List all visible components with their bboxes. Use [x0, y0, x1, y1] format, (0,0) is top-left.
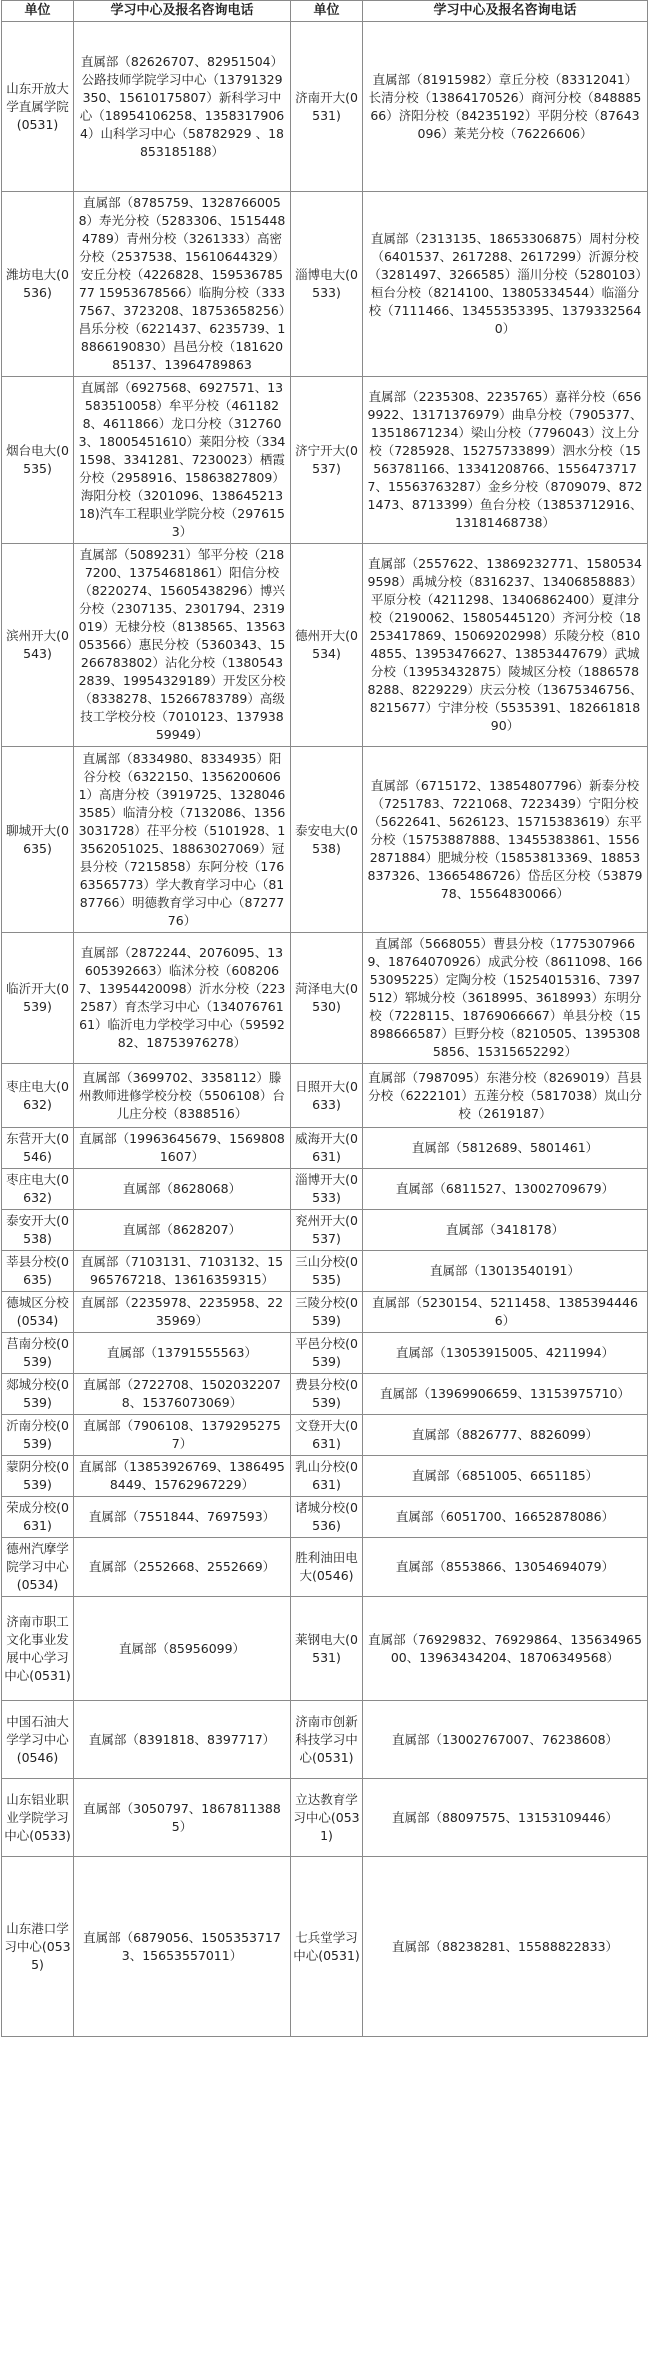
info-cell: 直属部（8553866、13054694079）: [363, 1538, 648, 1597]
unit-cell: 中国石油大学学习中心(0546): [2, 1701, 74, 1779]
table-row: [2, 1497, 648, 1538]
learning-center-table: [1, 0, 648, 2037]
unit-cell: 三山分校(0535): [291, 1251, 363, 1292]
info-cell: 直属部（3699702、3358112）滕州教师进修学校分校（5506108）台儿庄分校（8388516）: [74, 1064, 291, 1128]
info-cell: 直属部（5668055）曹县分校（17753079669、18764070926）成武分校（8611098、16653095225）定陶分校（15254015316、7397512）郓城分校（3618995、3618993）东明分校（7228115、18769066667）单县分校（15898666587）巨野分校（8210505、13953085856、15315652292）: [363, 933, 648, 1064]
unit-cell: 山东开放大学直属学院(0531): [2, 22, 74, 192]
unit-cell: 德州开大(0534): [291, 544, 363, 747]
info-cell: 直属部（7906108、13792952757）: [74, 1415, 291, 1456]
info-cell: 直属部（5230154、5211458、13853944466）: [363, 1292, 648, 1333]
info-cell: 直属部（3418178）: [363, 1210, 648, 1251]
info-cell: 直属部（81915982）章丘分校（83312041）长清分校（13864170526）商河分校（84888566）济阳分校（84235192）平阴分校（87643096）莱芜分校（76226606）: [363, 22, 648, 192]
unit-cell: 山东港口学习中心(0535): [2, 1857, 74, 2037]
table-row: [2, 192, 648, 377]
header-info-1: 学习中心及报名咨询电话: [74, 1, 291, 22]
info-cell: 直属部（6851005、6651185）: [363, 1456, 648, 1497]
unit-cell: 费县分校(0539): [291, 1374, 363, 1415]
info-cell: 直属部（13791555563）: [74, 1333, 291, 1374]
table-row: [2, 1701, 648, 1779]
unit-cell: 日照开大(0633): [291, 1064, 363, 1128]
info-cell: 直属部（2722708、15020322078、15376073069）: [74, 1374, 291, 1415]
unit-cell: 胜利油田电大(0546): [291, 1538, 363, 1597]
table-row: [2, 1857, 648, 2037]
table-body: [2, 22, 648, 2037]
info-cell: 直属部（13002767007、76238608）: [363, 1701, 648, 1779]
unit-cell: 郯城分校(0539): [2, 1374, 74, 1415]
unit-cell: 莒南分校(0539): [2, 1333, 74, 1374]
unit-cell: 七兵堂学习中心(0531): [291, 1857, 363, 2037]
info-cell: 直属部（8785759、13287660058）寿光分校（5283306、15154484789）青州分校（3261333）高密分校（2537538、15610644329）安丘分校（4226828、15953678577 15953678566）临朐分校（3337567、3723208、18753658256）昌乐分校（6221437、6235739、18866190830）昌邑分校（18162085137、13964789863: [74, 192, 291, 377]
info-cell: 直属部（6715172、13854807796）新泰分校（7251783、7221068、7223439）宁阳分校（5622641、5626123、15715383619）东平分校（15753887888、13455383861、15562871884）肥城分校（15853813369、18853837326、13665486726）岱岳区分校（5387978、15564830066）: [363, 747, 648, 933]
table-row: [2, 1456, 648, 1497]
unit-cell: 潍坊电大(0536): [2, 192, 74, 377]
table-row: [2, 1333, 648, 1374]
info-cell: 直属部（2872244、2076095、13605392663）临沭分校（6082067、13954420098）沂水分校（2232587）育杰学习中心（13407676161）临沂电力学校学习中心（5959282、18753976278）: [74, 933, 291, 1064]
unit-cell: 烟台电大(0535): [2, 377, 74, 544]
info-cell: 直属部（13853926769、13864958449、15762967229）: [74, 1456, 291, 1497]
table-row: [2, 1538, 648, 1597]
info-cell: 直属部（13053915005、4211994）: [363, 1333, 648, 1374]
info-cell: 直属部（6051700、16652878086）: [363, 1497, 648, 1538]
unit-cell: 荣成分校(0631): [2, 1497, 74, 1538]
unit-cell: 山东铝业职业学院学习中心(0533): [2, 1779, 74, 1857]
table-row: [2, 1779, 648, 1857]
table-row: [2, 544, 648, 747]
info-cell: 直属部（76929832、76929864、13563496500、13963434204、18706349568）: [363, 1597, 648, 1701]
info-cell: 直属部（8826777、8826099）: [363, 1415, 648, 1456]
info-cell: 直属部（6879056、15053537173、15653557011）: [74, 1857, 291, 2037]
table-row: [2, 22, 648, 192]
unit-cell: 济南开大(0531): [291, 22, 363, 192]
info-cell: 直属部（8628207）: [74, 1210, 291, 1251]
info-cell: 直属部（7987095）东港分校（8269019）莒县分校（6222101）五莲分校（5817038）岚山分校（2619187）: [363, 1064, 648, 1128]
info-cell: 直属部（3050797、18678113885）: [74, 1779, 291, 1857]
unit-cell: 莱钢电大(0531): [291, 1597, 363, 1701]
unit-cell: 莘县分校(0635): [2, 1251, 74, 1292]
table-row: [2, 1292, 648, 1333]
info-cell: 直属部（5089231）邹平分校（2187200、13754681861）阳信分校（8220274、15605438296）博兴分校（2307135、2301794、2319019）无棣分校（8138565、13563053566）惠民分校（5360343、15266783802）沾化分校（13805432839、19954329189）开发区分校（8338278、15266783789）高级技工学校分校（7010123、13793859949）: [74, 544, 291, 747]
unit-cell: 菏泽电大(0530): [291, 933, 363, 1064]
unit-cell: 立达教育学习中心(0531): [291, 1779, 363, 1857]
info-cell: 直属部（2235308、2235765）嘉祥分校（6569922、13171376979）曲阜分校（7905377、13518671234）梁山分校（7796043）汶上分校（7285928、15275733899）泗水分校（15563781166、13341208766、15564737177、15563763287）金乡分校（8709079、8721473、8713399）鱼台分校（13853712916、13181468738）: [363, 377, 648, 544]
unit-cell: 蒙阴分校(0539): [2, 1456, 74, 1497]
table-row: [2, 1597, 648, 1701]
unit-cell: 文登开大(0631): [291, 1415, 363, 1456]
unit-cell: 三陵分校(0539): [291, 1292, 363, 1333]
header-row: [2, 1, 648, 22]
unit-cell: 东营开大(0546): [2, 1128, 74, 1169]
info-cell: 直属部（2552668、2552669）: [74, 1538, 291, 1597]
unit-cell: 临沂开大(0539): [2, 933, 74, 1064]
unit-cell: 平邑分校(0539): [291, 1333, 363, 1374]
info-cell: 直属部（2557622、13869232771、15805349598）禹城分校（8316237、13406858883）平原分校（4211298、13406862400）夏津分校（2190062、15805445120）齐河分校（18253417869、15069202998）乐陵分校（8104855、13953476627、13853447679）武城分校（13953432875）陵城区分校（18865788288、8229229）庆云分校（13675346756、8215677）宁津分校（5535391、18266181890）: [363, 544, 648, 747]
info-cell: 直属部（8334980、8334935）阳谷分校（6322150、13562006061）高唐分校（3919725、13280463585）临清分校（7132086、13563031728）茌平分校（5101928、13562051025、18863027069）冠县分校（7215858）东阿分校（17663565773）学大教育学习中心（8187766）明德教育学习中心（8727776）: [74, 747, 291, 933]
unit-cell: 兖州开大(0537): [291, 1210, 363, 1251]
info-cell: 直属部（6811527、13002709679）: [363, 1169, 648, 1210]
info-cell: 直属部（88238281、15588822833）: [363, 1857, 648, 2037]
info-cell: 直属部（8391818、8397717）: [74, 1701, 291, 1779]
info-cell: 直属部（85956099）: [74, 1597, 291, 1701]
unit-cell: 济宁开大(0537): [291, 377, 363, 544]
info-cell: 直属部（88097575、13153109446）: [363, 1779, 648, 1857]
table-row: [2, 1169, 648, 1210]
unit-cell: 威海开大(0631): [291, 1128, 363, 1169]
info-cell: 直属部（19963645679、15698081607）: [74, 1128, 291, 1169]
unit-cell: 济南市职工文化事业发展中心学习中心(0531): [2, 1597, 74, 1701]
info-cell: 直属部（2235978、2235958、2235969）: [74, 1292, 291, 1333]
info-cell: 直属部（13013540191）: [363, 1251, 648, 1292]
info-cell: 直属部（2313135、18653306875）周村分校（6401537、2617288、2617299）沂源分校（3281497、3266585）淄川分校（5280103）桓台分校（8214100、13805334544）临淄分校（7111466、13455353395、13793325640）: [363, 192, 648, 377]
info-cell: 直属部（6927568、6927571、13583510058）牟平分校（4611828、4611866）龙口分校（3127603、18005451610）莱阳分校（3341598、3341281、7230023）栖霞分校（2958916、15863827809）海阳分校（3201096、13864521318)汽车工程职业学院分校（2976153）: [74, 377, 291, 544]
unit-cell: 滨州开大(0543): [2, 544, 74, 747]
unit-cell: 枣庄电大(0632): [2, 1169, 74, 1210]
unit-cell: 聊城开大(0635): [2, 747, 74, 933]
table-row: [2, 1374, 648, 1415]
info-cell: 直属部（7103131、7103132、15965767218、13616359315）: [74, 1251, 291, 1292]
table-row: [2, 933, 648, 1064]
unit-cell: 沂南分校(0539): [2, 1415, 74, 1456]
info-cell: 直属部（13969906659、13153975710）: [363, 1374, 648, 1415]
table-row: [2, 1415, 648, 1456]
table-row: [2, 1064, 648, 1128]
header-unit-2: 单位: [291, 1, 363, 22]
unit-cell: 枣庄电大(0632): [2, 1064, 74, 1128]
unit-cell: 乳山分校(0631): [291, 1456, 363, 1497]
unit-cell: 淄博开大(0533): [291, 1169, 363, 1210]
unit-cell: 济南市创新科技学习中心(0531): [291, 1701, 363, 1779]
table-row: [2, 1128, 648, 1169]
header-unit-1: 单位: [2, 1, 74, 22]
unit-cell: 泰安开大(0538): [2, 1210, 74, 1251]
unit-cell: 诸城分校(0536): [291, 1497, 363, 1538]
table-row: [2, 1251, 648, 1292]
table-row: [2, 747, 648, 933]
unit-cell: 德城区分校(0534): [2, 1292, 74, 1333]
unit-cell: 泰安电大(0538): [291, 747, 363, 933]
table-row: [2, 377, 648, 544]
info-cell: 直属部（5812689、5801461）: [363, 1128, 648, 1169]
info-cell: 直属部（8628068）: [74, 1169, 291, 1210]
info-cell: 直属部（82626707、82951504）公路技师学院学习中心（13791329350、15610175807）新科学习中心（18954106258、13583179064）山科学习中心（58782929 、18853185188）: [74, 22, 291, 192]
table-row: [2, 1210, 648, 1251]
info-cell: 直属部（7551844、7697593）: [74, 1497, 291, 1538]
unit-cell: 淄博电大(0533): [291, 192, 363, 377]
unit-cell: 德州汽摩学院学习中心(0534): [2, 1538, 74, 1597]
header-info-2: 学习中心及报名咨询电话: [363, 1, 648, 22]
